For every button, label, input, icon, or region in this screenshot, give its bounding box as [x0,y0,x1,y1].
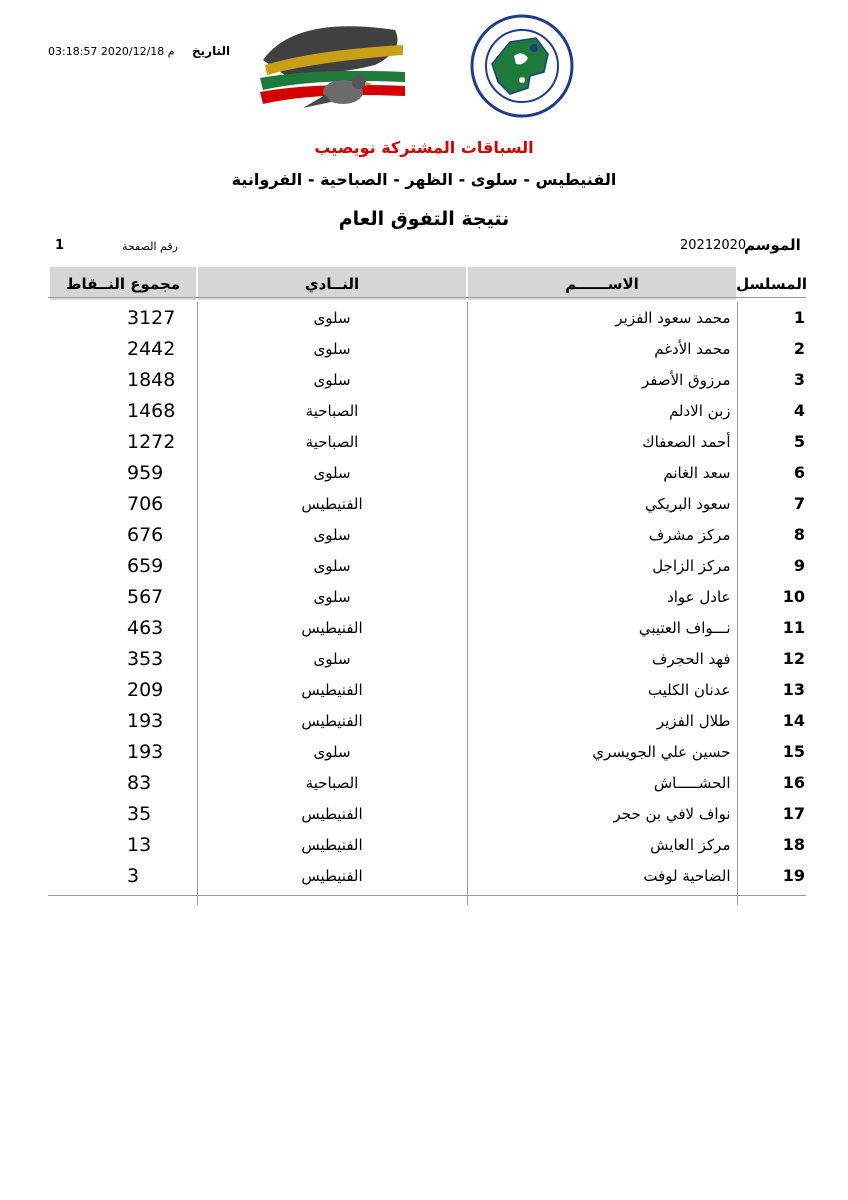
cell-serial: 13 [737,674,807,705]
table-row [49,333,807,364]
cell-name: عادل عواد [467,581,737,612]
cell-club: سلوى [197,736,467,767]
results-body [49,301,807,905]
cell-points: 2442 [127,337,176,360]
cell-points: 3 [127,864,140,887]
table-row [49,550,807,581]
club-logo [255,20,410,115]
cell-points: 959 [127,461,164,484]
table-row [49,674,807,705]
header-points: مجموع النــقاط [49,266,197,301]
cell-name: مركز العايش [467,829,737,860]
cell-name: سعد الغانم [467,457,737,488]
table-row [49,643,807,674]
cell-club: الفنيطيس [197,829,467,860]
cell-name: عدنان الكليب [467,674,737,705]
header-serial: المسلسل [736,274,807,293]
table-row [49,829,807,860]
cell-name: فهد الحجرف [467,643,737,674]
cell-serial: 10 [737,581,807,612]
cell-club: سلوى [197,643,467,674]
cell-serial: 3 [737,364,807,395]
cell-name: زبن الادلم [467,395,737,426]
date-value: 03:18:57 2020/12/18 م [48,45,175,58]
table-row [49,581,807,612]
cell-points: 353 [127,647,164,670]
cell-points: 13 [127,833,152,856]
cell-name: مركز الزاجل [467,550,737,581]
cell-points: 659 [127,554,164,577]
table-bottom-divider [48,895,806,896]
cell-club: الصباحية [197,426,467,457]
cell-name: الضاحية لوفت [467,860,737,891]
cell-name: حسين علي الجويسري [467,736,737,767]
cell-name: سعود البريكي [467,488,737,519]
cell-club: سلوى [197,519,467,550]
cell-serial: 5 [737,426,807,457]
cell-club: سلوى [197,457,467,488]
areas-list: الفنيطيس - سلوى - الظهر - الصباحية - الفروانية [231,170,617,189]
table-row [49,860,807,891]
cell-points: 35 [127,802,152,825]
cell-serial: 9 [737,550,807,581]
season-value: 20212020 [680,238,747,253]
cell-club: الفنيطيس [197,798,467,829]
table-header-row [49,266,807,301]
cell-points: 1272 [127,430,176,453]
header-name: الاســــــم [467,266,737,301]
cell-club: الفنيطيس [197,860,467,891]
cell-serial: 18 [737,829,807,860]
table-row [49,364,807,395]
cell-name: نـــواف العتيبي [467,612,737,643]
report-title: نتيجة التفوق العام [338,208,510,230]
table-row [49,395,807,426]
table-row [49,301,807,333]
cell-club: الفنيطيس [197,674,467,705]
cell-name: الحشـــــاش [467,767,737,798]
cell-club: سلوى [197,550,467,581]
cell-club: سلوى [197,301,467,333]
table-row [49,519,807,550]
cell-serial: 16 [737,767,807,798]
cell-serial: 17 [737,798,807,829]
header-club: النــادي [197,266,467,301]
table-row [49,426,807,457]
cell-points: 3127 [127,306,176,329]
cell-points: 676 [127,523,164,546]
federation-logo [470,14,574,118]
cell-points: 83 [127,771,152,794]
table-filler-row [49,891,807,905]
cell-points: 193 [127,709,164,732]
cell-serial: 15 [737,736,807,767]
event-title: السباقات المشتركة نويصيب [314,138,534,157]
cell-serial: 14 [737,705,807,736]
cell-points: 706 [127,492,164,515]
cell-serial: 4 [737,395,807,426]
cell-club: سلوى [197,364,467,395]
table-row [49,612,807,643]
season-label: الموسم [744,236,801,254]
table-row [49,736,807,767]
cell-points: 463 [127,616,164,639]
cell-club: الصباحية [197,395,467,426]
cell-points: 567 [127,585,164,608]
cell-name: أحمد الصعفاك [467,426,737,457]
page-number-value: 1 [55,238,65,253]
cell-serial: 19 [737,860,807,891]
page-number-label: رقم الصفحة [122,240,178,253]
cell-name: مرزوق الأصفر [467,364,737,395]
cell-serial: 8 [737,519,807,550]
cell-name: مركز مشرف [467,519,737,550]
cell-points: 209 [127,678,164,701]
table-row [49,457,807,488]
cell-serial: 6 [737,457,807,488]
cell-club: الفنيطيس [197,612,467,643]
cell-serial: 12 [737,643,807,674]
cell-club: الفنيطيس [197,488,467,519]
cell-club: الصباحية [197,767,467,798]
results-table [48,265,807,905]
cell-name: محمد سعود الفزير [467,301,737,333]
cell-serial: 1 [737,301,807,333]
cell-points: 193 [127,740,164,763]
table-row [49,705,807,736]
cell-name: محمد الأدغم [467,333,737,364]
table-row [49,488,807,519]
cell-serial: 11 [737,612,807,643]
cell-name: طلال الفزير [467,705,737,736]
table-row [49,798,807,829]
cell-points: 1468 [127,399,176,422]
cell-serial: 2 [737,333,807,364]
cell-serial: 7 [737,488,807,519]
cell-name: نواف لافي بن حجر [467,798,737,829]
cell-club: سلوى [197,581,467,612]
cell-points: 1848 [127,368,176,391]
cell-club: الفنيطيس [197,705,467,736]
table-row [49,767,807,798]
date-label: التاريخ [192,44,231,58]
table-top-divider [48,297,806,298]
cell-club: سلوى [197,333,467,364]
